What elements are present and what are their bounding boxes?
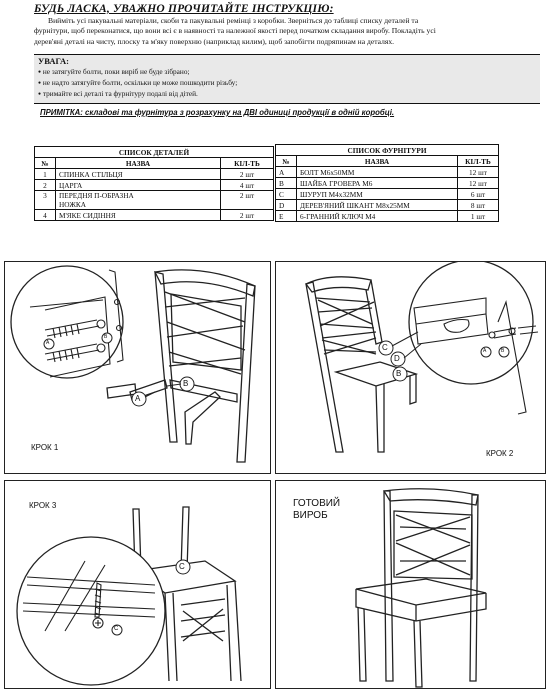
- callout-label: B: [104, 334, 108, 340]
- step1-illustration: [5, 262, 270, 473]
- intro-line: Вийміть усі пакувальні матеріали, скоби та пакувальні ремінці з коробки. Зверніться до таблиці списку деталей та: [48, 16, 419, 25]
- row-qty: 12 шт: [458, 178, 499, 189]
- step2-panel: [275, 261, 546, 474]
- callout-label: B: [396, 369, 402, 378]
- row-name: ЦАРГА: [56, 180, 221, 191]
- fittings-table-title: СПИСОК ФУРНІТУРИ: [276, 145, 499, 156]
- column-header: НАЗВА: [297, 156, 458, 167]
- callout-label: D: [394, 354, 400, 363]
- table-row: [276, 189, 499, 200]
- table-row: [35, 210, 274, 221]
- row-number: 3: [35, 191, 56, 210]
- row-name: ДЕРЕВ'ЯНИЙ ШКАНТ М8х25ММ: [297, 200, 458, 211]
- bullet-icon: ●: [38, 69, 42, 75]
- table-row: [276, 167, 499, 178]
- warning-item-text: не надто затягуйте болти, оскільки це може пошкодити різьбу;: [42, 78, 238, 87]
- step1-label: КРОК 1: [31, 443, 59, 452]
- column-header: №: [276, 156, 297, 167]
- step1-panel: [4, 261, 271, 474]
- row-letter: A: [276, 167, 297, 178]
- row-qty: 2 шт: [221, 210, 274, 221]
- warning-item-text: не затягуйте болти, поки виріб не буде зібрано;: [42, 67, 190, 76]
- row-letter: D: [276, 200, 297, 211]
- finished-label-line: ГОТОВИЙ: [293, 498, 341, 509]
- column-header: №: [35, 158, 56, 169]
- callout-label: B: [183, 379, 189, 388]
- callout-label: C: [382, 343, 388, 352]
- intro-line: дерев'яні деталі на чисту, плоску та м'яку поверхню (наприклад килим), щоб запобігти подряпинам на деталях.: [34, 36, 395, 46]
- column-header: НАЗВА: [56, 158, 221, 169]
- table-row: [276, 178, 499, 189]
- row-name: БОЛТ М6х50ММ: [297, 167, 458, 178]
- callout-label: C: [114, 626, 119, 632]
- table-row: [35, 169, 274, 180]
- warning-title: УВАГА:: [38, 56, 69, 66]
- fittings-table: [275, 144, 499, 222]
- warning-item: [38, 78, 237, 87]
- intro-line: фурнітури, щоб переконатися, що вони всі є в наявності та належної якості перед початком складання виробу. Покладіть усі: [34, 26, 436, 36]
- row-letter: B: [276, 178, 297, 189]
- row-qty: 8 шт: [458, 200, 499, 211]
- column-header: КІЛ-ТЬ: [458, 156, 499, 167]
- warning-box: [34, 54, 540, 104]
- callout-label: A: [135, 394, 141, 403]
- step2-illustration: [276, 262, 545, 473]
- row-number: 4: [35, 210, 56, 221]
- step3-label: КРОК 3: [29, 501, 57, 510]
- row-qty: 6 шт: [458, 189, 499, 200]
- row-number: 1: [35, 169, 56, 180]
- parts-table: [34, 146, 274, 221]
- table-row: [276, 200, 499, 211]
- row-name: 6-ГРАННИЙ КЛЮЧ М4: [297, 211, 458, 222]
- column-header: КІЛ-ТЬ: [221, 158, 274, 169]
- warning-item: [38, 67, 190, 76]
- finished-panel: [275, 480, 546, 689]
- bullet-icon: ●: [38, 91, 42, 97]
- callout-label: C: [179, 562, 185, 571]
- row-letter: E: [276, 211, 297, 222]
- warning-item-text: тримайте всі деталі та фурнітуру подалі від дітей.: [42, 89, 198, 98]
- page-title: БУДЬ ЛАСКА, УВАЖНО ПРОЧИТАЙТЕ ІНСТРУКЦІЮ:: [34, 3, 334, 15]
- row-name: ШУРУП М4х32ММ: [297, 189, 458, 200]
- bullet-icon: ●: [38, 80, 42, 86]
- row-name: ШАЙБА ГРОВЕРА М6: [297, 178, 458, 189]
- step3-panel: [4, 480, 271, 689]
- row-qty: 4 шт: [221, 180, 274, 191]
- row-name-line: ПЕРЕДНЯ П-ОБРАЗНА: [59, 191, 134, 200]
- parts-table-title: СПИСОК ДЕТАЛЕЙ: [35, 147, 274, 158]
- table-row: [276, 211, 499, 222]
- row-qty: 2 шт: [221, 191, 274, 210]
- table-row: [35, 191, 274, 210]
- note-text: ПРИМІТКА: складові та фурнітура з розрахунку на ДВІ одиниці продукції в одній коробці.: [40, 108, 395, 117]
- row-name: М'ЯКЕ СИДІННЯ: [56, 210, 221, 221]
- intro-text: [34, 16, 540, 47]
- callout-label: B: [501, 348, 505, 354]
- step3-illustration: [5, 481, 270, 688]
- step2-label: КРОК 2: [486, 449, 514, 458]
- finished-label: [293, 498, 340, 522]
- row-name: СПИНКА СТІЛЬЦЯ: [56, 169, 221, 180]
- row-name: [56, 191, 221, 210]
- row-qty: 1 шт: [458, 211, 499, 222]
- row-qty: 12 шт: [458, 167, 499, 178]
- row-name-line: НОЖКА: [59, 200, 87, 209]
- warning-item: [38, 89, 198, 98]
- table-row: [35, 180, 274, 191]
- row-qty: 2 шт: [221, 169, 274, 180]
- finished-label-line: ВИРОБ: [293, 510, 328, 521]
- callout-label: A: [483, 348, 487, 354]
- row-letter: C: [276, 189, 297, 200]
- row-number: 2: [35, 180, 56, 191]
- callout-label: A: [46, 340, 50, 346]
